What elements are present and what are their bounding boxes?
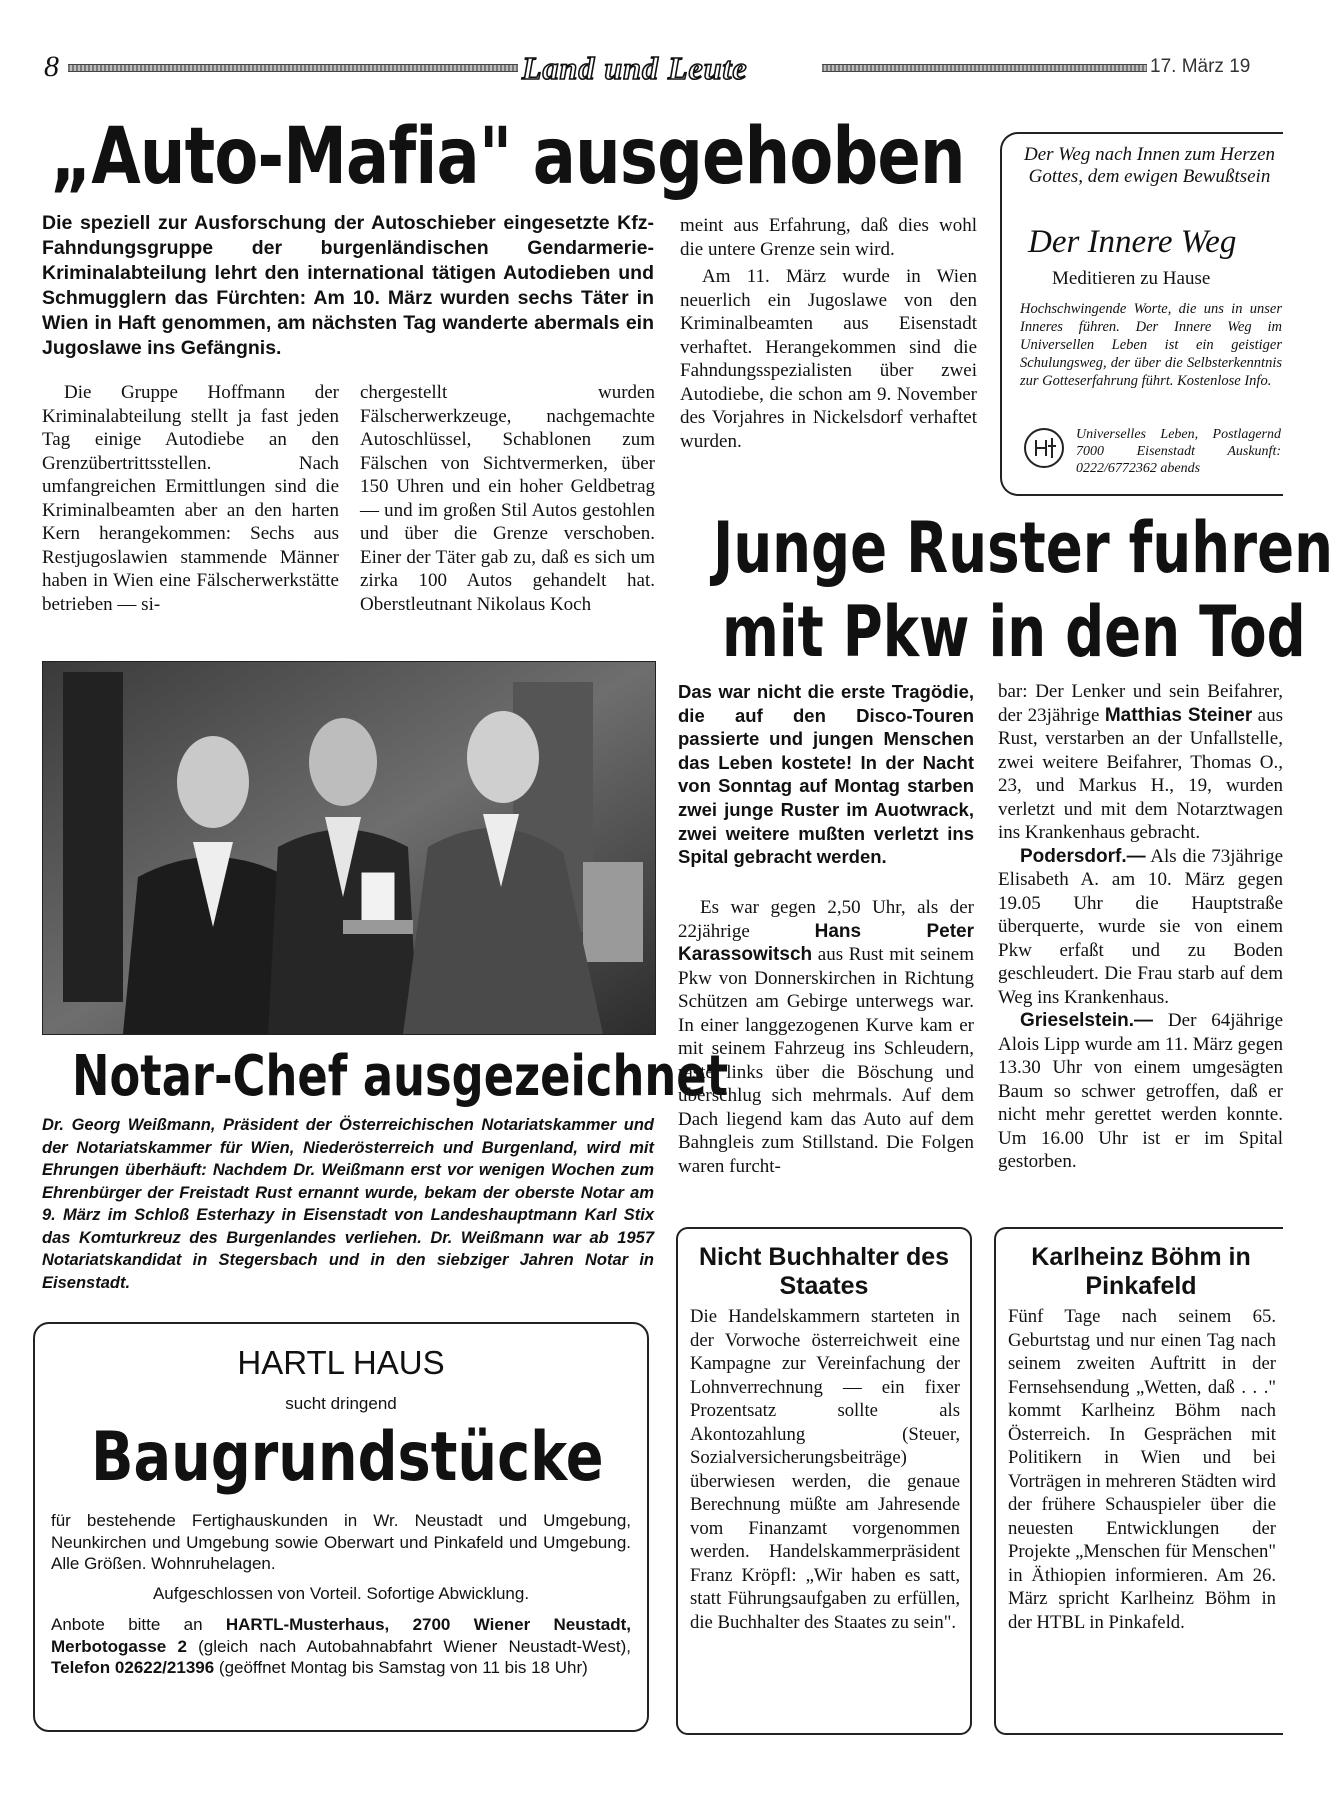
box-nicht-buchhalter	[676, 1227, 972, 1735]
box-title: Nicht Buchhalter des Staates	[698, 1243, 950, 1300]
ad-subtitle: Meditieren zu Hause	[1052, 268, 1211, 289]
ad-tagline: Der Weg nach Innen zum Herzen Gottes, dem ewigen Bewußtsein	[1024, 144, 1275, 187]
article-paragraph: Es war gegen 2,50 Uhr, als der 22jährige Hans Peter Karassowitsch aus Rust mit seinem Pkw von Donnerskirchen in Richtung Schützen am Gebirge unterwegs war. In einer langgezogenen Kurve kam er mit seinem Fahrzeug ins Schleudern, raste links über die Böschung und überschlug sich mehrmals. Auf dem Dach liegend kam das Auto auf dem Bahngleis zum Stillstand. Die Folgen waren furcht-	[678, 897, 974, 1177]
ad-title: Der Innere Weg	[1028, 224, 1237, 260]
body-auto-mafia-col1	[42, 381, 339, 616]
body-auto-mafia-col2	[360, 381, 655, 616]
article-paragraph: Am 11. März wurde in Wien neuerlich ein Jugoslawe von den Kriminalbeamten aus Eisenstadt verhaftet. Herangekommen sind die Fahndungsspezialisten über zwei Autodiebe, die schon am 9. November des Vorjahres in Nickelsdorf verhaftet wurden.	[680, 266, 977, 452]
page-number: 8	[44, 50, 59, 83]
ad-offer: Anbote bitte an HARTL-Musterhaus, 2700 Wiener Neustadt, Merbotogasse 2 (gleich nach Autobahnabfahrt Wiener Neustadt-West), Telefon 02622/21396 (geöffnet Montag bis Samstag von 11 bis 18 Uhr)	[51, 1615, 631, 1677]
box-body: Fünf Tage nach seinem 65. Geburtstag und nur einen Tag nach seinem zweiten Auftritt in der Fernsehsendung „Wetten, daß . . ." kommt Karlheinz Böhm nach Österreich. In Gesprächen mit Politikern in Wien und bei Vorträgen in mehreren Städten wird der frühere Schauspieler über die neuesten Entwicklungen der Projekte „Menschen für Menschen" in Äthiopien informieren. Am 26. März spricht Karlheinz Böhm in der HTBL in Pinkafeld.	[1008, 1306, 1276, 1633]
ad-hartl-haus	[33, 1322, 649, 1732]
header-rule-right	[822, 64, 1147, 72]
lead-auto-mafia: Die speziell zur Ausforschung der Autoschieber eingesetzte Kfz-Fahndungsgruppe der burgenländischen Gendarmerie-Kriminalabteilung lehrt den international tätigen Autodieben und Schmugglern das Fürchten: Am 10. März wurden sechs Täter in Wien in Haft genommen, am nächsten Tag wanderte abermals ein Jugoslawe ins Gefängnis.	[42, 212, 654, 359]
box-karlheinz-boehm	[994, 1227, 1283, 1735]
headline-junge-ruster-1: Junge Ruster fuhren	[713, 507, 1333, 589]
article-paragraph: meint aus Erfahrung, daß dies wohl die untere Grenze sein wird.	[680, 215, 977, 260]
article-paragraph: Die Gruppe Hoffmann der Kriminalabteilung stellt ja fast jeden Tag einige Autodiebe an den Grenzübertrittsstellen. Nach umfangreichen Ermittlungen sind die Kriminalbeamten aber an den harten Kern herangekommen: Sechs aus Restjugoslawien stammende Männer haben in Wien eine Fälscherwerkstätte betrieben — si-	[42, 382, 339, 615]
body-junge-ruster-col2	[998, 680, 1284, 1172]
ad-contact: Universelles Leben, Postlagernd 7000 Eisenstadt Auskunft: 0222/6772362 abends	[1076, 427, 1281, 476]
box-body: Die Handelskammern starteten in der Vorwoche österreichweit eine Kampagne zur Vereinfachung der Lohnverrechnung — ein fixer Prozentsatz sollte als Akontozahlung (Steuer, Sozialversicherungsbeiträge) überwiesen werden, die genaue Berechnung müßte am Jahresende vom Finanzamt vorgenommen werden. Handelskammerpräsident Franz Kröpfl: „Wir haben es satt, statt Führungsaufgaben zu erfüllen, die Buchhalter des Staates zu sein".	[690, 1306, 960, 1633]
article-paragraph: Podersdorf.— Als die 73jährige Elisabeth A. am 10. März gegen 19.05 Uhr die Hauptstraße überquerte, wurde sie von einem Pkw erfaßt und zu Boden geschleudert. Die Frau starb auf dem Weg ins Krankenhaus.	[998, 845, 1283, 1008]
ad-subline: sucht dringend	[285, 1394, 397, 1413]
award-ceremony-photo	[42, 661, 656, 1035]
box-title: Karlheinz Böhm in Pinkafeld	[1031, 1243, 1251, 1300]
ad-body: für bestehende Fertighauskunden in Wr. Neustadt und Umgebung, Neunkirchen und Umgebung sowie Oberwart und Pinkafeld und Umgebung. Alle Größen. Wohnruhelagen.	[51, 1511, 631, 1573]
header-rule-left	[68, 64, 518, 72]
universelles-leben-logo	[1022, 426, 1066, 470]
ad-der-innere-weg	[1000, 132, 1283, 496]
ad-title: Baugrundstücke	[91, 1418, 604, 1497]
section-title: Land und Leute	[522, 50, 748, 86]
body-junge-ruster-col1	[678, 896, 974, 1178]
issue-date: 17. März 19	[1150, 56, 1251, 77]
lead-junge-ruster: Das war nicht die erste Tragödie, die auf den Disco-Touren passierte und jungen Menschen das Leben kostete! In der Nacht von Sonntag auf Montag starben zwei junge Ruster im Auotwrack, zwei weitere mußten verletzt ins Spital gebracht werden.	[678, 681, 974, 868]
headline-auto-mafia: „Auto-Mafia" ausgehoben	[50, 112, 965, 202]
ad-company: HARTL HAUS	[237, 1344, 445, 1381]
article-paragraph: Grieselstein.— Der 64jährige Alois Lipp wurde am 11. März gegen 13.30 Uhr von einem umgesägten Baum so schwer getroffen, daß er nicht mehr gerettet werden konnte. Um 16.00 Uhr ist er im Spital gestorben.	[998, 1010, 1283, 1172]
ad-body: Hochschwingende Worte, die uns in unser Inneres führen. Der Innere Weg im Universellen Leben ist ein geistiger Schulungsweg, der über die Selbsterkenntnis zur Gotteserfahrung führt. Kostenlose Info.	[1020, 301, 1282, 389]
article-paragraph: bar: Der Lenker und sein Beifahrer, der 23jährige Matthias Steiner aus Rust, verstarben an der Unfallstelle, zwei weitere Beifahrer, Thomas O., 23, und Markus H., 19, wurden verletzt und mit dem Notarztwagen ins Krankenhaus gebracht.	[998, 681, 1284, 843]
article-paragraph: chergestellt wurden Fälscherwerkzeuge, nachgemachte Autoschlüssel, Schablonen zum Fälschen von Sichtvermerken, über 150 Uhren und ein hoher Geldbetrag — und im großen Stil Autos gestohlen und über die Grenze verschoben. Einer der Täter gab zu, daß es sich um zirka 100 Autos gehandelt hat. Oberstleutnant Nikolaus Koch	[360, 382, 655, 615]
headline-junge-ruster-2: mit Pkw in den Tod	[722, 591, 1306, 673]
body-notar-chef: Dr. Georg Weißmann, Präsident der Österreichischen Notariatskammer und der Notariatskammer für Wien, Niederösterreich und Burgenland, wird mit Ehrungen überhäuft: Nachdem Dr. Weißmann erst vor wenigen Wochen zum Ehrenbürger der Freistadt Rust ernannt wurde, bekam der oberste Notar am 9. März im Schloß Esterhazy in Eisenstadt von Landeshauptmann Karl Stix das Komturkreuz des Burgenlandes verliehen. Dr. Weißmann war ab 1957 Notariatskandidat in Stegersbach und in den siebziger Jahren Notar in Eisenstadt.	[42, 1116, 654, 1292]
ad-body-2: Aufgeschlossen von Vorteil. Sofortige Abwicklung.	[152, 1584, 530, 1603]
headline-notar-chef: Notar-Chef ausgezeichnet	[72, 1044, 729, 1109]
body-auto-mafia-col3	[680, 214, 977, 453]
